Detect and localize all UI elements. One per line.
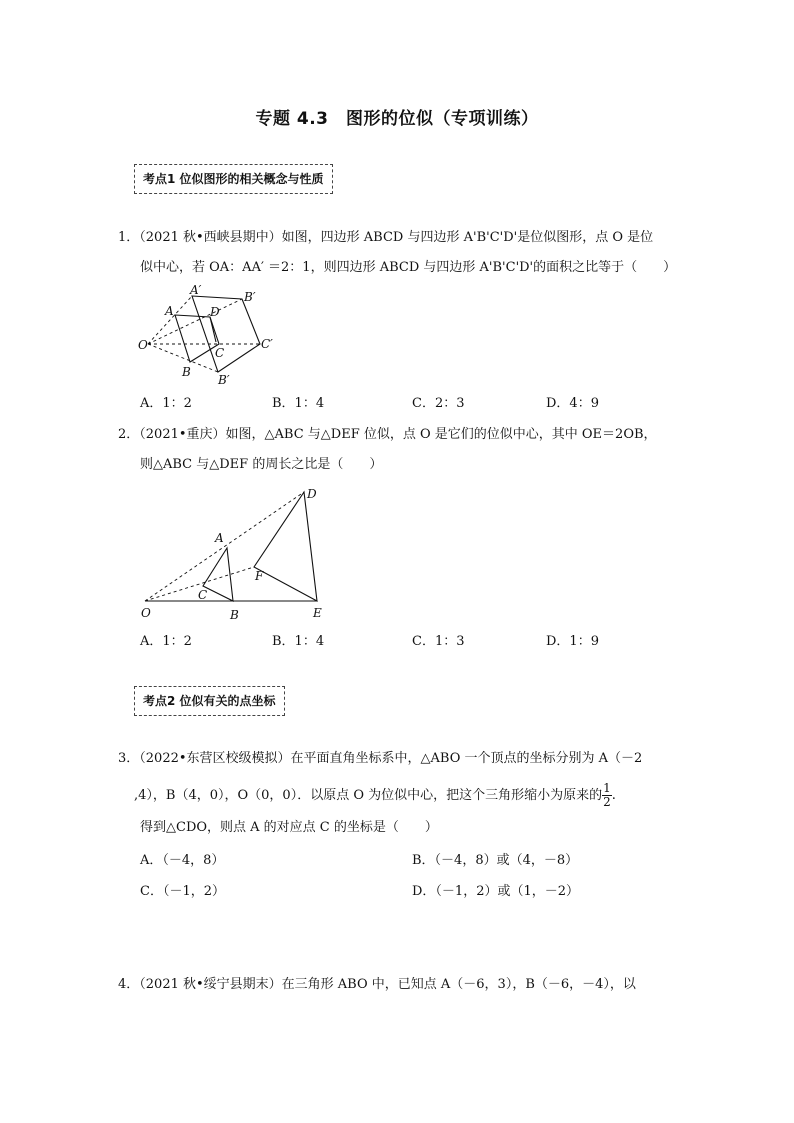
question-1-option-b: B．1：4 (272, 396, 325, 411)
label-a-prime: A′ (190, 283, 202, 297)
projection-lines (145, 492, 304, 601)
question-2-option-d: D．1：9 (546, 634, 599, 649)
question-3-line-3: 得到△CDO，则点 A 的对应点 C 的坐标是（ ） (140, 820, 438, 835)
question-1-figure (130, 282, 290, 390)
label-b: B (230, 608, 239, 622)
section-label-1: 考点1 位似图形的相关概念与性质 (134, 164, 333, 194)
label-c-prime: C′ (261, 337, 273, 351)
label-c: C (198, 588, 208, 602)
label-b: B (182, 365, 191, 379)
fraction-numerator: 1 (603, 781, 611, 795)
question-2-option-a: A．1：2 (140, 634, 192, 649)
question-3-line-2-text: ,4），B（4，0），O（0，0）．以原点 O 为位似中心，把这个三角形缩小为原来的 (134, 788, 603, 803)
section-label-2: 考点2 位似有关的点坐标 (134, 686, 285, 716)
question-3-option-a: A．（－4，8） (140, 853, 225, 868)
label-e: E (313, 606, 322, 620)
fraction-suffix: . (611, 788, 616, 803)
label-o: O (138, 338, 148, 352)
question-3-line-1: 3．（2022•东营区校级模拟）在平面直角坐标系中，△ABO 一个顶点的坐标分别为 A（－2 (118, 751, 643, 766)
triangle-def (254, 492, 317, 601)
page-title: 专题 4.3 图形的位似（专项训练） (255, 109, 539, 129)
label-f: F (255, 569, 264, 583)
label-b-prime: B′ (218, 373, 230, 387)
question-3-option-d: D．（－1，2）或（1，－2） (412, 884, 580, 899)
label-c: C (215, 346, 225, 360)
label-b-prime-top: B′ (244, 290, 256, 304)
label-a: A (165, 304, 174, 318)
label-a: A (215, 531, 224, 545)
outer-quadrilateral (192, 296, 260, 372)
question-4-line-1: 4．（2021 秋•绥宁县期末）在三角形 ABO 中，已知点 A（－6，3），B（－6，－4），以 (118, 977, 636, 992)
label-d: D (307, 487, 317, 501)
fraction-one-half (602, 782, 612, 809)
label-d: D (210, 305, 220, 319)
question-2-line-1: 2．（2021•重庆）如图，△ABC 与△DEF 位似，点 O 是它们的位似中心，其中 OE＝2OB， (118, 427, 657, 442)
triangle-abc (203, 548, 233, 601)
question-2-option-b: B．1：4 (272, 634, 325, 649)
diagonal-line (210, 317, 216, 342)
label-o: O (141, 606, 151, 620)
question-2-line-2: 则△ABC 与△DEF 的周长之比是（ ） (140, 457, 383, 472)
question-1-option-c: C．2：3 (412, 396, 465, 411)
question-1-option-a: A．1：2 (140, 396, 192, 411)
question-1-line-1: 1．（2021 秋•西峡县期中）如图，四边形 ABCD 与四边形 A'B'C'D'是位似图形，点 O 是位 (118, 230, 654, 245)
question-1-option-d: D．4：9 (546, 396, 599, 411)
question-1-line-2: 似中心，若 OA：AA′ ＝2：1，则四边形 ABCD 与四边形 A'B'C'D'的面积之比等于（ ） (140, 260, 677, 275)
fraction-denominator: 2 (603, 795, 611, 809)
question-2-option-c: C．1：3 (412, 634, 465, 649)
question-3-line-2 (134, 782, 616, 809)
question-3-option-b: B．（－4，8）或（4，－8） (412, 853, 579, 868)
question-2-figure (135, 480, 335, 625)
question-3-option-c: C．（－1，2） (140, 884, 225, 899)
